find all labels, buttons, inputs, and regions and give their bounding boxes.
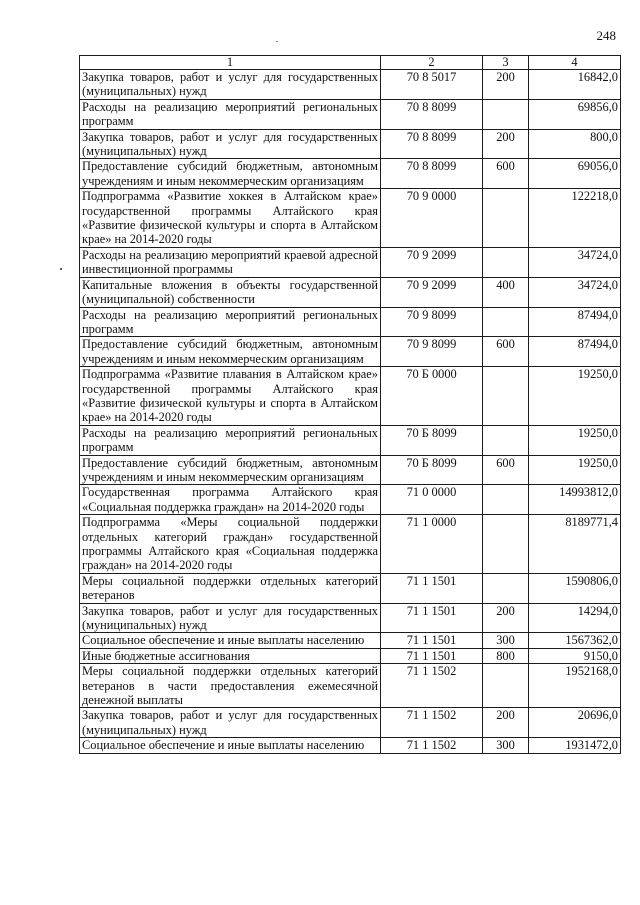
table-row: [80, 337, 621, 367]
row-name-cell: Расходы на реализацию мероприятий краевой адресной инвестиционной программы: [80, 247, 381, 277]
row-amount-cell: 14993812,0: [529, 485, 621, 515]
row-amount-cell: 16842,0: [529, 70, 621, 100]
row-code-cell: 70 9 0000: [381, 189, 483, 248]
row-expense-type-cell: 200: [483, 603, 529, 633]
table-row: [80, 367, 621, 426]
row-code-cell: 70 8 8099: [381, 99, 483, 129]
row-name-cell: Расходы на реализацию мероприятий региональных программ: [80, 307, 381, 337]
row-amount-cell: 69856,0: [529, 99, 621, 129]
table-row: [80, 70, 621, 100]
column-header-name: 1: [80, 56, 381, 70]
row-name-cell: Социальное обеспечение и иные выплаты населению: [80, 633, 381, 648]
row-expense-type-cell: 300: [483, 633, 529, 648]
row-expense-type-cell: 800: [483, 648, 529, 663]
row-code-cell: 70 Б 0000: [381, 367, 483, 426]
row-amount-cell: 87494,0: [529, 307, 621, 337]
row-name-cell: Социальное обеспечение и иные выплаты населению: [80, 738, 381, 753]
row-name-cell: Иные бюджетные ассигнования: [80, 648, 381, 663]
table-row: [80, 99, 621, 129]
table-row: [80, 159, 621, 189]
row-amount-cell: 14294,0: [529, 603, 621, 633]
row-code-cell: 70 8 8099: [381, 129, 483, 159]
row-name-cell: Закупка товаров, работ и услуг для государственных (муниципальных) нужд: [80, 129, 381, 159]
row-name-cell: Государственная программа Алтайского края «Социальная поддержка граждан» на 2014-2020 годы: [80, 485, 381, 515]
row-expense-type-cell: [483, 425, 529, 455]
row-code-cell: 71 1 1502: [381, 738, 483, 753]
row-name-cell: Расходы на реализацию мероприятий региональных программ: [80, 99, 381, 129]
row-code-cell: 71 1 1501: [381, 633, 483, 648]
table-row: [80, 648, 621, 663]
row-code-cell: 70 9 2099: [381, 247, 483, 277]
row-amount-cell: 34724,0: [529, 277, 621, 307]
row-code-cell: 71 1 0000: [381, 515, 483, 574]
row-expense-type-cell: [483, 189, 529, 248]
row-name-cell: Расходы на реализацию мероприятий региональных программ: [80, 425, 381, 455]
table-row: [80, 129, 621, 159]
row-code-cell: 70 Б 8099: [381, 455, 483, 485]
row-expense-type-cell: [483, 664, 529, 708]
column-header-amount: 4: [529, 56, 621, 70]
column-header-expense-type: 3: [483, 56, 529, 70]
row-amount-cell: 87494,0: [529, 337, 621, 367]
table-row: [80, 515, 621, 574]
header-row: [80, 56, 621, 70]
row-code-cell: 70 9 2099: [381, 277, 483, 307]
row-amount-cell: 19250,0: [529, 367, 621, 426]
row-amount-cell: 19250,0: [529, 425, 621, 455]
row-code-cell: 71 1 1501: [381, 603, 483, 633]
row-expense-type-cell: 200: [483, 70, 529, 100]
row-expense-type-cell: [483, 247, 529, 277]
row-expense-type-cell: 600: [483, 159, 529, 189]
scan-speck: [276, 41, 278, 42]
row-amount-cell: 69056,0: [529, 159, 621, 189]
row-name-cell: Предоставление субсидий бюджетным, автономным учреждениям и иным некоммерческим организациям: [80, 455, 381, 485]
row-name-cell: Предоставление субсидий бюджетным, автономным учреждениям и иным некоммерческим организациям: [80, 337, 381, 367]
table-row: [80, 455, 621, 485]
table-row: [80, 708, 621, 738]
row-code-cell: 70 9 8099: [381, 337, 483, 367]
row-amount-cell: 19250,0: [529, 455, 621, 485]
table-row: [80, 485, 621, 515]
scan-speck: [60, 268, 62, 270]
table-row: [80, 247, 621, 277]
row-amount-cell: 9150,0: [529, 648, 621, 663]
table-row: [80, 738, 621, 753]
row-amount-cell: 1952168,0: [529, 664, 621, 708]
row-code-cell: 71 1 1501: [381, 648, 483, 663]
table-row: [80, 189, 621, 248]
row-name-cell: Предоставление субсидий бюджетным, автономным учреждениям и иным некоммерческим организациям: [80, 159, 381, 189]
row-amount-cell: 1931472,0: [529, 738, 621, 753]
row-expense-type-cell: [483, 573, 529, 603]
row-amount-cell: 1567362,0: [529, 633, 621, 648]
row-expense-type-cell: 200: [483, 129, 529, 159]
row-code-cell: 70 8 8099: [381, 159, 483, 189]
row-name-cell: Закупка товаров, работ и услуг для государственных (муниципальных) нужд: [80, 70, 381, 100]
row-code-cell: 70 8 5017: [381, 70, 483, 100]
row-expense-type-cell: [483, 307, 529, 337]
row-code-cell: 70 9 8099: [381, 307, 483, 337]
row-amount-cell: 800,0: [529, 129, 621, 159]
row-name-cell: Закупка товаров, работ и услуг для государственных (муниципальных) нужд: [80, 708, 381, 738]
row-code-cell: 71 1 1502: [381, 664, 483, 708]
row-expense-type-cell: [483, 515, 529, 574]
table-body: [80, 70, 621, 754]
row-name-cell: Закупка товаров, работ и услуг для государственных (муниципальных) нужд: [80, 603, 381, 633]
table-row: [80, 633, 621, 648]
row-name-cell: Капитальные вложения в объекты государственной (муниципальной) собственности: [80, 277, 381, 307]
table-row: [80, 603, 621, 633]
row-code-cell: 71 1 1502: [381, 708, 483, 738]
row-expense-type-cell: [483, 99, 529, 129]
table-row: [80, 664, 621, 708]
row-code-cell: 71 1 1501: [381, 573, 483, 603]
row-amount-cell: 34724,0: [529, 247, 621, 277]
row-expense-type-cell: [483, 485, 529, 515]
row-amount-cell: 8189771,4: [529, 515, 621, 574]
page-number: 248: [596, 28, 616, 43]
row-code-cell: 71 0 0000: [381, 485, 483, 515]
column-header-code: 2: [381, 56, 483, 70]
budget-table: [79, 55, 621, 754]
row-name-cell: Подпрограмма «Развитие плавания в Алтайском крае» государственной программы Алтайского края «Развитие физической культуры и спорта в Алтайском крае» на 2014-2020 годы: [80, 367, 381, 426]
table-row: [80, 573, 621, 603]
row-name-cell: Подпрограмма «Развитие хоккея в Алтайском крае» государственной программы Алтайского края «Развитие физической культуры и спорта в Алтайском крае» на 2014-2020 годы: [80, 189, 381, 248]
row-amount-cell: 1590806,0: [529, 573, 621, 603]
row-name-cell: Меры социальной поддержки отдельных категорий ветеранов: [80, 573, 381, 603]
row-name-cell: Меры социальной поддержки отдельных категорий ветеранов в части предоставления ежемесячной денежной выплаты: [80, 664, 381, 708]
row-expense-type-cell: 600: [483, 337, 529, 367]
row-expense-type-cell: 600: [483, 455, 529, 485]
row-name-cell: Подпрограмма «Меры социальной поддержки отдельных категорий граждан» государственной программы Алтайского края «Социальная поддержка граждан» на 2014-2020 годы: [80, 515, 381, 574]
row-expense-type-cell: 300: [483, 738, 529, 753]
row-code-cell: 70 Б 8099: [381, 425, 483, 455]
table-row: [80, 307, 621, 337]
table-row: [80, 425, 621, 455]
row-expense-type-cell: [483, 367, 529, 426]
row-expense-type-cell: 200: [483, 708, 529, 738]
row-expense-type-cell: 400: [483, 277, 529, 307]
row-amount-cell: 122218,0: [529, 189, 621, 248]
table-row: [80, 277, 621, 307]
row-amount-cell: 20696,0: [529, 708, 621, 738]
